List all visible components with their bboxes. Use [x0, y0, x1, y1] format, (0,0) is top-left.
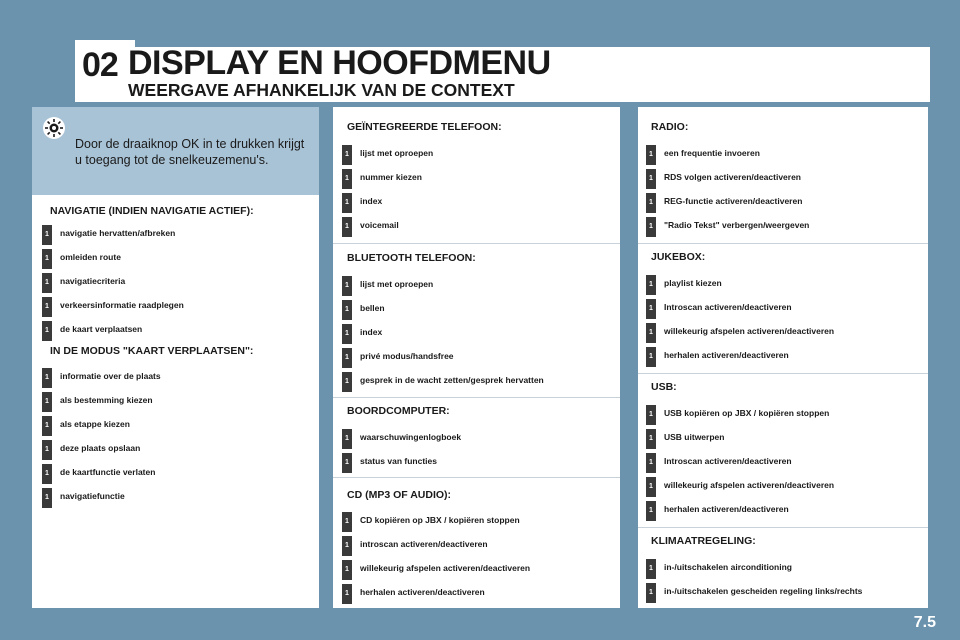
- menu-item-label: index: [360, 327, 383, 337]
- step-badge: 1: [342, 169, 352, 189]
- step-badge: 1: [646, 501, 656, 521]
- menu-item-label: navigatiecriteria: [60, 276, 126, 286]
- section-title-cd: CD (MP3 OF AUDIO):: [347, 489, 452, 501]
- menu-item-label: nummer kiezen: [360, 172, 422, 182]
- menu-item-label: als etappe kiezen: [60, 419, 130, 429]
- section-divider: [638, 373, 928, 374]
- section-title-bluetooth: BLUETOOTH TELEFOON:: [347, 252, 476, 264]
- menu-item-label: REG-functie activeren/deactiveren: [664, 196, 803, 206]
- section-divider: [638, 527, 928, 528]
- step-badge: 1: [42, 488, 52, 508]
- section-title-boordcomputer: BOORDCOMPUTER:: [347, 405, 450, 417]
- menu-item-label: de kaart verplaatsen: [60, 324, 143, 334]
- section-divider: [333, 243, 620, 244]
- step-badge: 1: [646, 299, 656, 319]
- step-badge: 1: [42, 273, 52, 293]
- menu-item-label: USB kopiëren op JBX / kopiëren stoppen: [664, 408, 830, 418]
- menu-item-label: verkeersinformatie raadplegen: [60, 300, 184, 310]
- menu-item-label: voicemail: [360, 220, 399, 230]
- step-badge: 1: [42, 321, 52, 341]
- step-badge: 1: [646, 145, 656, 165]
- section-title-telefoon: GEÏNTEGREERDE TELEFOON:: [347, 121, 502, 133]
- menu-item-label: willekeurig afspelen activeren/deactiveren: [664, 480, 835, 490]
- step-badge: 1: [342, 193, 352, 213]
- menu-item-label: navigatie hervatten/afbreken: [60, 228, 176, 238]
- step-badge: 1: [646, 323, 656, 343]
- menu-item-label: "Radio Tekst" verbergen/weergeven: [664, 220, 810, 230]
- step-badge: 1: [342, 217, 352, 237]
- menu-item-label: index: [360, 196, 383, 206]
- menu-item-label: privé modus/handsfree: [360, 351, 454, 361]
- step-badge: 1: [646, 583, 656, 603]
- menu-item-label: in-/uitschakelen airconditioning: [664, 562, 792, 572]
- step-badge: 1: [342, 145, 352, 165]
- step-badge: 1: [42, 464, 52, 484]
- step-badge: 1: [342, 512, 352, 532]
- menu-item-label: Introscan activeren/deactiveren: [664, 456, 792, 466]
- step-badge: 1: [42, 297, 52, 317]
- page-title: DISPLAY EN HOOFDMENU: [128, 44, 551, 82]
- step-badge: 1: [342, 324, 352, 344]
- menu-item-label: herhalen activeren/deactiveren: [360, 587, 485, 597]
- step-badge: 1: [342, 453, 352, 473]
- column-navigation: [32, 107, 319, 608]
- step-badge: 1: [342, 560, 352, 580]
- menu-item-label: navigatiefunctie: [60, 491, 125, 501]
- column-phone-media: [333, 107, 620, 608]
- step-badge: 1: [646, 169, 656, 189]
- step-badge: 1: [342, 372, 352, 392]
- menu-item-label: willekeurig afspelen activeren/deactiveren: [360, 563, 531, 573]
- section-divider: [333, 477, 620, 478]
- step-badge: 1: [42, 440, 52, 460]
- step-badge: 1: [342, 276, 352, 296]
- menu-item-label: RDS volgen activeren/deactiveren: [664, 172, 802, 182]
- step-badge: 1: [342, 536, 352, 556]
- menu-item-label: herhalen activeren/deactiveren: [664, 350, 789, 360]
- step-badge: 1: [646, 477, 656, 497]
- menu-item-label: waarschuwingenlogboek: [360, 432, 462, 442]
- section-divider: [638, 243, 928, 244]
- step-badge: 1: [342, 429, 352, 449]
- step-badge: 1: [342, 300, 352, 320]
- menu-item-label: in-/uitschakelen gescheiden regeling links/rechts: [664, 586, 863, 596]
- step-badge: 1: [646, 559, 656, 579]
- section-title-klimaat: KLIMAATREGELING:: [651, 535, 756, 547]
- page-reference: 7.5: [913, 614, 936, 631]
- menu-item-label: status van functies: [360, 456, 437, 466]
- step-badge: 1: [42, 249, 52, 269]
- menu-item-label: informatie over de plaats: [60, 371, 161, 381]
- section-title-usb: USB:: [651, 381, 677, 393]
- section-title-jukebox: JUKEBOX:: [651, 251, 706, 263]
- step-badge: 1: [42, 368, 52, 388]
- menu-item-label: omleiden route: [60, 252, 121, 262]
- step-badge: 1: [646, 193, 656, 213]
- step-badge: 1: [342, 348, 352, 368]
- gear-icon: [42, 116, 66, 140]
- menu-item-label: introscan activeren/deactiveren: [360, 539, 488, 549]
- menu-item-label: Introscan activeren/deactiveren: [664, 302, 792, 312]
- step-badge: 1: [42, 225, 52, 245]
- step-badge: 1: [646, 275, 656, 295]
- step-badge: 1: [646, 429, 656, 449]
- column-audio-climate: [638, 107, 928, 608]
- step-badge: 1: [42, 392, 52, 412]
- menu-item-label: USB uitwerpen: [664, 432, 725, 442]
- menu-item-label: gesprek in de wacht zetten/gesprek hervatten: [360, 375, 544, 385]
- intro-text: Door de draaiknop OK in te drukken krijgt u toegang tot de snelkeuzemenu's.: [75, 137, 305, 167]
- section-title-kaart: IN DE MODUS "KAART VERPLAATSEN":: [50, 345, 254, 357]
- menu-item-label: lijst met oproepen: [360, 148, 434, 158]
- step-badge: 1: [342, 584, 352, 604]
- intro-box: [32, 107, 319, 195]
- step-badge: 1: [646, 453, 656, 473]
- menu-item-label: als bestemming kiezen: [60, 395, 153, 405]
- step-badge: 1: [646, 405, 656, 425]
- section-title-navigatie: NAVIGATIE (INDIEN NAVIGATIE ACTIEF):: [50, 205, 254, 217]
- chapter-number: 02: [82, 46, 118, 84]
- section-title-radio: RADIO:: [651, 121, 689, 133]
- page-subtitle: WEERGAVE AFHANKELIJK VAN DE CONTEXT: [128, 80, 515, 100]
- menu-item-label: playlist kiezen: [664, 278, 722, 288]
- step-badge: 1: [646, 217, 656, 237]
- menu-item-label: CD kopiëren op JBX / kopiëren stoppen: [360, 515, 520, 525]
- menu-item-label: lijst met oproepen: [360, 279, 434, 289]
- menu-item-label: willekeurig afspelen activeren/deactiveren: [664, 326, 835, 336]
- step-badge: 1: [42, 416, 52, 436]
- section-divider: [333, 397, 620, 398]
- menu-item-label: herhalen activeren/deactiveren: [664, 504, 789, 514]
- menu-item-label: de kaartfunctie verlaten: [60, 467, 156, 477]
- menu-item-label: deze plaats opslaan: [60, 443, 141, 453]
- menu-item-label: een frequentie invoeren: [664, 148, 760, 158]
- step-badge: 1: [646, 347, 656, 367]
- menu-item-label: bellen: [360, 303, 385, 313]
